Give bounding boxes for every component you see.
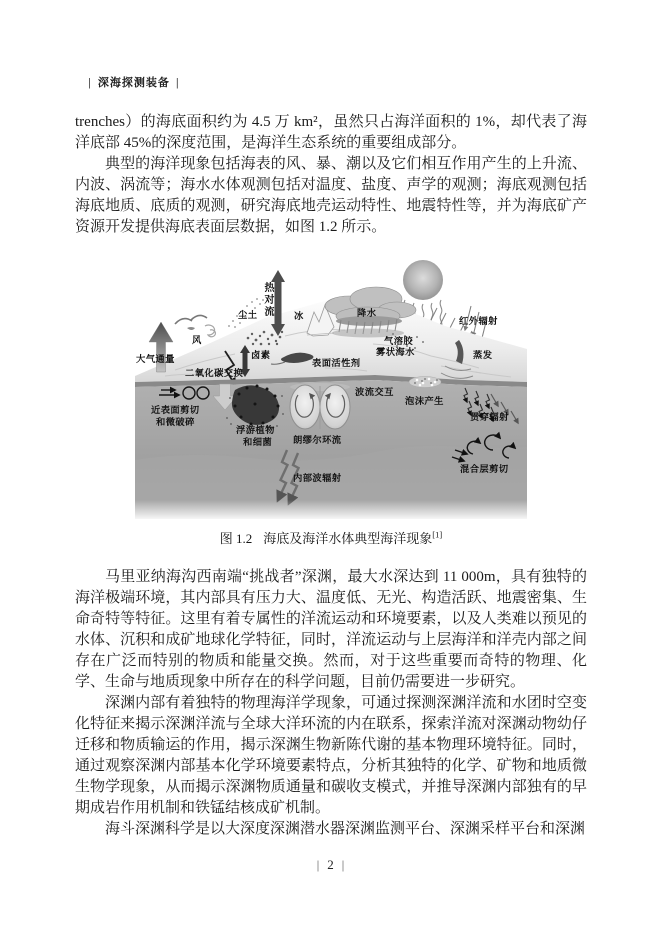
figure-label-mixed-layer-shear: 混合层剪切: [460, 465, 509, 475]
figure-label-bacteria: 和细菌: [243, 438, 273, 448]
footer-bar-right: |: [341, 858, 345, 872]
figure-label-langmuir: 朗缪尔环流: [293, 436, 342, 446]
figure-label-co2-exchange: 二氧化碳交换: [185, 369, 244, 379]
page-number: 2: [327, 857, 334, 872]
header-bar-left: |: [88, 77, 92, 89]
langmuir-cells-icon: [290, 383, 350, 429]
figure-label-phytoplankton: 浮游植物: [236, 426, 275, 436]
figure-label-precipitation: 降水: [357, 309, 377, 319]
bird-wind-icon: [175, 315, 215, 336]
paragraph: 海斗深渊科学是以大深度深渊潜水器深渊监测平台、深渊采样平台和深渊: [105, 821, 586, 837]
figure-label-dust: 尘土: [238, 311, 258, 321]
body-text-column: [75, 112, 587, 840]
bottom-fade: [135, 500, 527, 519]
paragraph: 典型的海洋现象包括海表的风、暴、潮以及它们相互作用产生的上升流、内波、涡流等；海水水体观测包括对温度、盐度、声学的观测；海底观测包括海底地质、底质的观测，研究海底地壳运动特性、地震特性等，并为海底矿产资源开发提供海底表面层数据，如图 1.2 所示。: [75, 156, 587, 235]
figure-label-wind: 风: [192, 336, 202, 346]
figure-label-internal-wave: 内部波辐射: [293, 474, 342, 484]
figure-label-near-surface-shear: 近表面剪切: [151, 406, 200, 416]
figure-label-wave-current: 波流交互: [355, 388, 394, 398]
figure-label-aerosol: 气溶胶: [384, 337, 414, 347]
figure-label-evaporation: 蒸发: [473, 351, 493, 361]
sun-icon: [403, 260, 443, 300]
figure-label-mist-seawater: 雾状海水: [376, 348, 415, 358]
figure-caption-number: 图 1.2: [219, 531, 253, 546]
figure-label-surfactant: 表面活性剂: [312, 359, 361, 369]
running-header: [82, 74, 186, 90]
paragraph: 马里亚纳海沟西南端“挑战者”深渊，最大水深达到 11 000m，具有独特的海洋极端环境，其内部具有压力大、温度低、无光、构造活跃、地震密集、生命奇特等特征。这里有着专属性的洋流运动和环境要素，以及人类难以预见的水体、沉积和成矿地球化学特征，同时，洋流运动与上层海洋和洋壳内部之间存在广泛而特别的物质和能量交换。然而，对于这些重要而奇特的物理、化学、生命与地质现象中所存在的科学问题，目前仍需要进一步研究。: [75, 569, 587, 690]
figure-label-penetrating-radiation: 贯穿辐射: [470, 413, 509, 423]
header-bar-right: |: [175, 77, 180, 89]
figure-label-ice: 冰: [294, 312, 304, 322]
heat-convection-arrow-icon: [271, 270, 285, 336]
footer-bar-left: |: [316, 858, 320, 872]
foam-patch-icon: [409, 377, 441, 388]
figure-caption-reference: [1]: [432, 529, 443, 540]
figure-caption-text: 海底及海洋水体典型海洋现象: [263, 531, 433, 546]
paragraph: 深渊内部有着独特的物理海洋学现象，可通过探测深渊洋流和水团时空变化特征来揭示深渊洋流与全球大洋环流的内在联系，探索洋流对深渊动物幼仔迁移和物质输运的作用，揭示深渊生物新陈代谢的基本物理环境特征。同时，通过观察深渊内部基本化学环境要素特点，分析其独特的化学、矿物和地质微生物学现象，从而揭示深渊物质通量和碳收支模式，并推导深渊内部独有的早期成岩作用机制和铁锰结核成矿机制。: [75, 695, 587, 816]
figure-1-2: [135, 254, 527, 519]
figure-caption: [75, 528, 587, 547]
figure-label-atmospheric-flux: 大气通量: [136, 355, 175, 365]
figure-label-micro-breaking: 和微破碎: [156, 418, 195, 428]
page-number-footer: [0, 857, 661, 873]
figure-label-foam: 泡沫产生: [405, 397, 444, 407]
figure-label-infrared-radiation: 红外辐射: [459, 317, 498, 327]
figure-label-heat-convection: 热对流: [262, 282, 273, 318]
ocean-phenomena-illustration: [135, 254, 527, 519]
figure-label-halogen: 卤素: [251, 351, 271, 361]
header-title: 深海探测装备: [97, 77, 170, 89]
paragraph: trenches）的海底面积约为 4.5 万 km²，虽然只占海洋面积的 1%，却代表了海洋底部 45%的深度范围，是海洋生态系统的重要组成部分。: [75, 114, 587, 151]
